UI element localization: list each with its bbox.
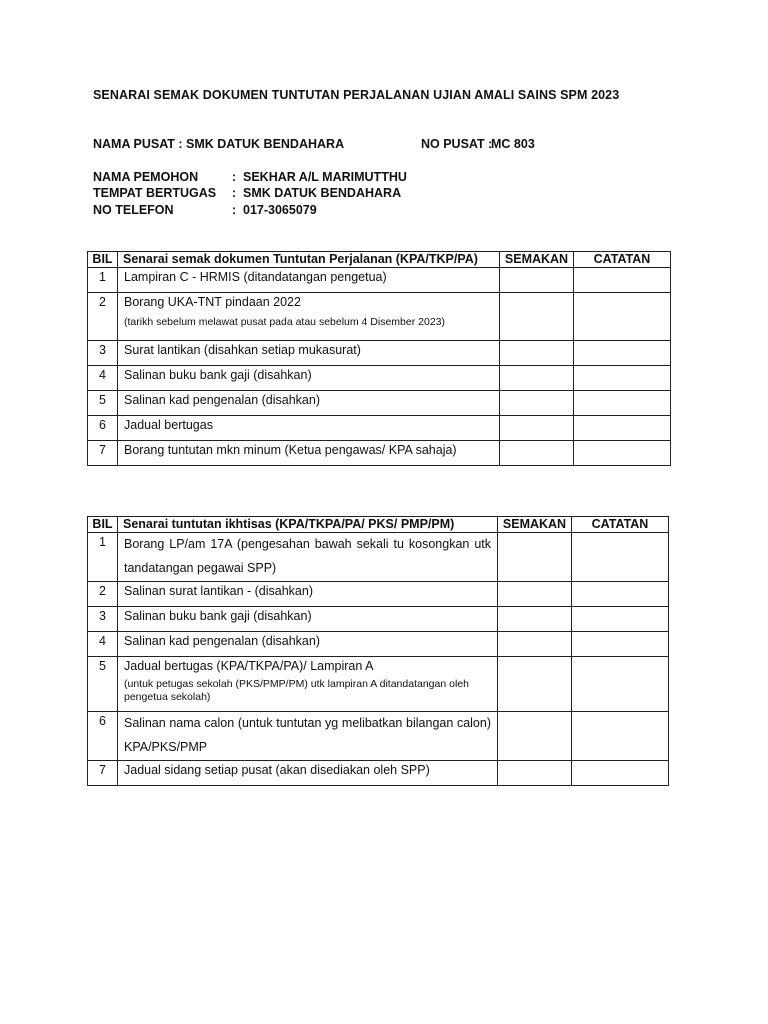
header-senarai: Senarai tuntutan ikhtisas (KPA/TKPA/PA/ PKS/ PMP/PM) [118,517,498,533]
table-row [88,268,671,293]
pemohon-name-value: SEKHAR A/L MARIMUTTHU [243,170,407,184]
table-header-row [88,252,671,268]
catatan-cell[interactable] [572,632,669,657]
header-senarai: Senarai semak dokumen Tuntutan Perjalanan (KPA/TKP/PA) [118,252,500,268]
nama-pusat-value: SMK DATUK BENDAHARA [186,137,345,151]
semakan-cell[interactable] [500,268,574,293]
catatan-cell[interactable] [574,366,671,391]
row-item [118,341,500,366]
item-text: Salinan kad pengenalan (disahkan) [124,634,320,648]
telefon-value: 017-3065079 [243,203,317,217]
item-text: Borang tuntutan mkn minum (Ketua pengawas/ KPA sahaja) [124,443,457,457]
catatan-cell[interactable] [572,712,669,761]
row-item [118,712,498,761]
tempat-bertugas-line [93,186,493,202]
pusat-line [93,137,593,153]
item-text: Jadual bertugas (KPA/TKPA/PA)/ Lampiran A [124,659,374,673]
catatan-cell[interactable] [574,416,671,441]
nama-pusat-label: NAMA PUSAT : [93,137,183,151]
no-pusat-value: MC 803 [491,137,535,151]
catatan-cell[interactable] [574,441,671,466]
row-item [118,293,500,341]
row-number: 1 [88,533,118,582]
semakan-cell[interactable] [500,391,574,416]
header-semakan: SEMAKAN [500,252,574,268]
item-text: Salinan kad pengenalan (disahkan) [124,393,320,407]
row-item [118,657,498,712]
header-catatan: CATATAN [574,252,671,268]
catatan-cell[interactable] [572,657,669,712]
table-row [88,582,669,607]
semakan-cell[interactable] [498,761,572,786]
row-number: 7 [88,761,118,786]
semakan-cell[interactable] [498,582,572,607]
tempat-bertugas-value: SMK DATUK BENDAHARA [243,186,402,200]
pemohon-name-colon: : [232,170,237,184]
header-bil: BIL [88,517,118,533]
semakan-cell[interactable] [500,416,574,441]
catatan-cell[interactable] [574,268,671,293]
item-text: Jadual sidang setiap pusat (akan disediakan oleh SPP) [124,763,430,777]
table-row [88,441,671,466]
row-number: 1 [88,268,118,293]
table-row [88,416,671,441]
table-row [88,712,669,761]
semakan-cell[interactable] [498,632,572,657]
row-number: 3 [88,607,118,632]
row-number: 4 [88,366,118,391]
semakan-cell[interactable] [498,657,572,712]
item-text: Borang LP/am 17A (pengesahan bawah sekali tu kosongkan utk tandatangan pegawai SPP) [124,537,491,575]
row-item [118,607,498,632]
row-number: 5 [88,657,118,712]
table-row [88,391,671,416]
item-text: Lampiran C - HRMIS (ditandatangan pengetua) [124,270,387,284]
row-item [118,582,498,607]
no-pusat-label: NO PUSAT : [421,137,493,151]
telefon-label: NO TELEFON [93,203,174,217]
tempat-bertugas-label: TEMPAT BERTUGAS [93,186,217,200]
row-item [118,391,500,416]
table-row [88,341,671,366]
semakan-cell[interactable] [498,712,572,761]
table-row [88,657,669,712]
row-number: 5 [88,391,118,416]
catatan-cell[interactable] [572,607,669,632]
row-item [118,366,500,391]
item-text: Jadual bertugas [124,418,213,432]
row-number: 2 [88,293,118,341]
header-bil: BIL [88,252,118,268]
row-item [118,533,498,582]
semakan-cell[interactable] [500,366,574,391]
item-text: Salinan buku bank gaji (disahkan) [124,609,312,623]
table-row [88,761,669,786]
pemohon-name-line [93,170,493,186]
row-item [118,441,500,466]
catatan-cell[interactable] [572,761,669,786]
row-item [118,761,498,786]
item-note: (untuk petugas sekolah (PKS/PMP/PM) utk lampiran A ditandatangan oleh pengetua sekolah) [124,678,469,703]
table-row [88,533,669,582]
semakan-cell[interactable] [500,441,574,466]
checklist-table-ikhtisas [87,516,669,786]
row-item [118,632,498,657]
semakan-cell[interactable] [500,341,574,366]
document-title: SENARAI SEMAK DOKUMEN TUNTUTAN PERJALANAN UJIAN AMALI SAINS SPM 2023 [93,88,620,102]
header-catatan: CATATAN [572,517,669,533]
item-text: Salinan nama calon (untuk tuntutan yg melibatkan bilangan calon) KPA/PKS/PMP [124,716,491,754]
table-header-row [88,517,669,533]
catatan-cell[interactable] [574,391,671,416]
table-row [88,632,669,657]
pemohon-name-label: NAMA PEMOHON [93,170,199,184]
semakan-cell[interactable] [498,533,572,582]
row-item [118,416,500,441]
item-text: Borang UKA-TNT pindaan 2022 [124,295,301,309]
semakan-cell[interactable] [498,607,572,632]
table-row [88,366,671,391]
row-number: 4 [88,632,118,657]
row-item [118,268,500,293]
item-text: Salinan surat lantikan - (disahkan) [124,584,313,598]
row-number: 6 [88,712,118,761]
row-number: 6 [88,416,118,441]
checklist-table-perjalanan [87,251,671,466]
semakan-cell[interactable] [500,293,574,341]
row-number: 2 [88,582,118,607]
header-semakan: SEMAKAN [498,517,572,533]
telefon-colon: : [232,203,237,217]
catatan-cell[interactable] [572,582,669,607]
table-row [88,607,669,632]
table-row [88,293,671,341]
row-number: 3 [88,341,118,366]
catatan-cell[interactable] [574,293,671,341]
row-number: 7 [88,441,118,466]
item-text: Salinan buku bank gaji (disahkan) [124,368,312,382]
catatan-cell[interactable] [574,341,671,366]
tempat-bertugas-colon: : [232,186,237,200]
item-text: Surat lantikan (disahkan setiap mukasurat) [124,343,361,357]
item-note: (tarikh sebelum melawat pusat pada atau sebelum 4 Disember 2023) [124,316,446,328]
catatan-cell[interactable] [572,533,669,582]
telefon-line [93,203,493,219]
